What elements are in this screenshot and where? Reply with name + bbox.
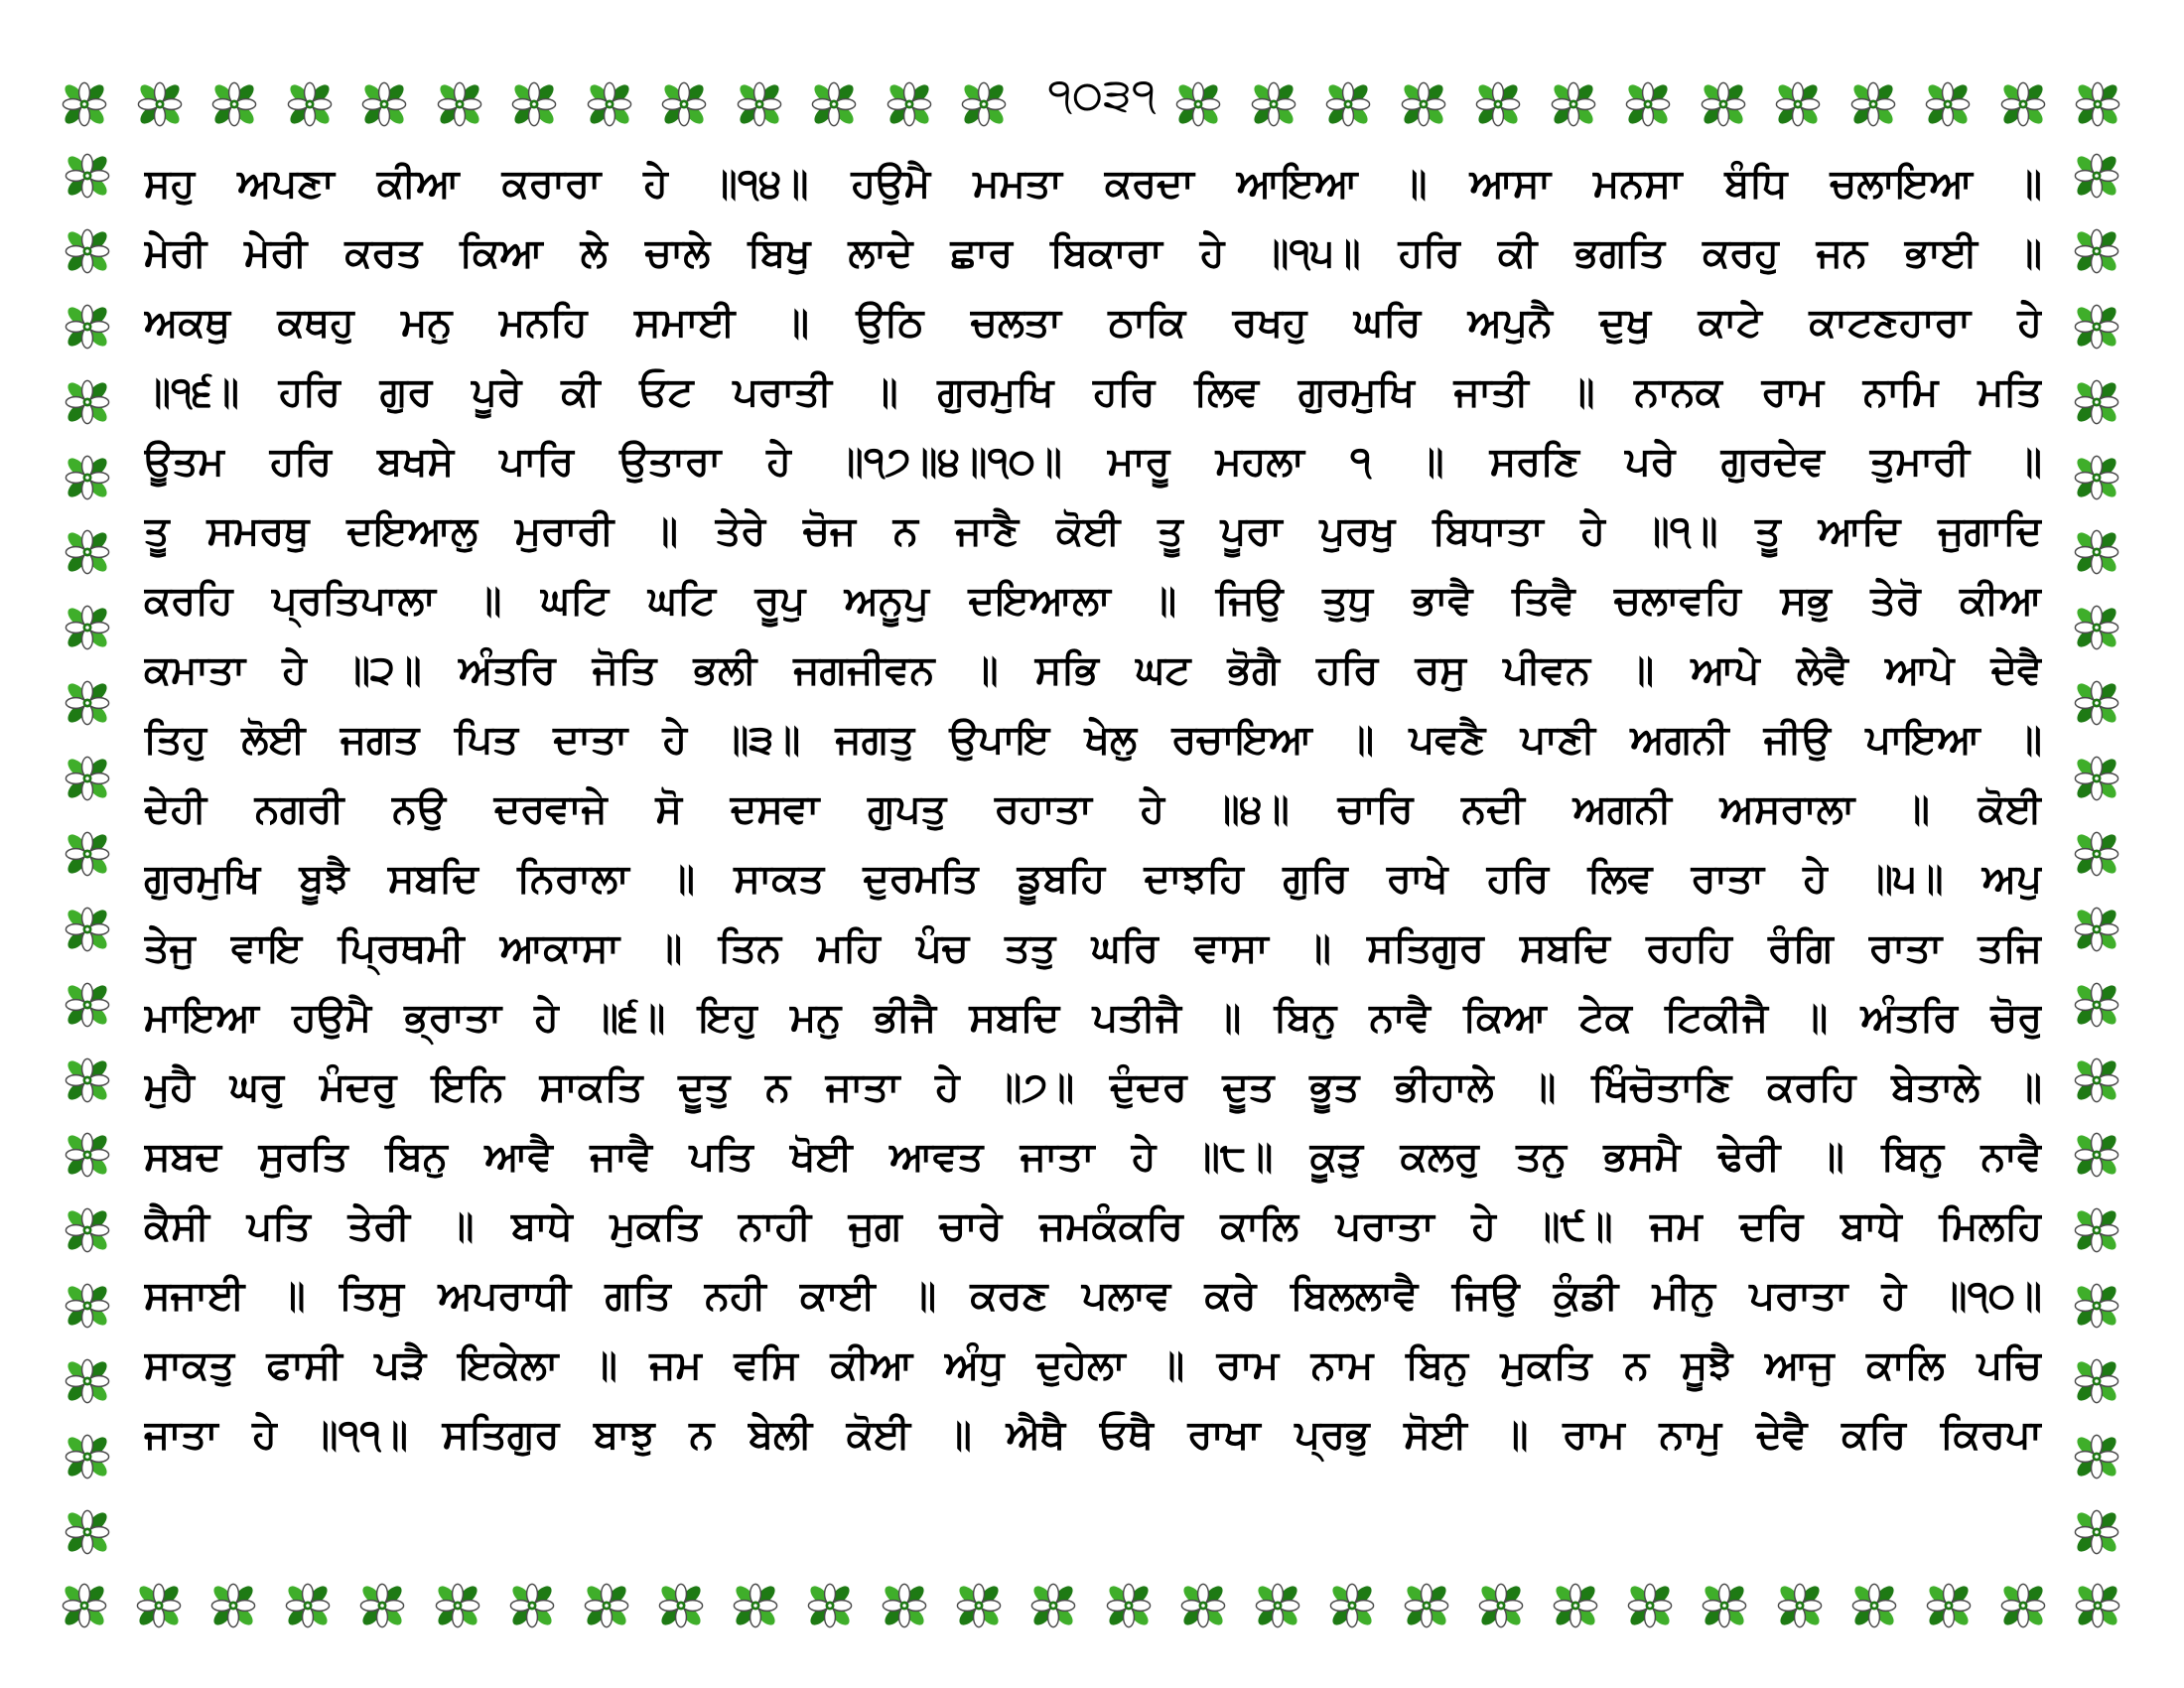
flower-icon bbox=[580, 1579, 633, 1632]
flower-icon bbox=[61, 827, 114, 881]
flower-icon bbox=[61, 978, 114, 1032]
flower-icon bbox=[1847, 1579, 1901, 1632]
border-bottom bbox=[58, 1574, 2124, 1637]
flower-icon bbox=[2070, 1279, 2123, 1333]
border-top-left bbox=[58, 50, 1011, 159]
flower-icon bbox=[61, 149, 114, 203]
flower-icon bbox=[61, 300, 114, 353]
flower-icon bbox=[1996, 77, 2050, 131]
flower-icon bbox=[733, 77, 786, 131]
text-line: ਸਬਦ ਸੁਰਤਿ ਬਿਨੁ ਆਵੈ ਜਾਵੈ ਪਤਿ ਖੋਈ ਆਵਤ ਜਾਤਾ ਹੇ ॥੮॥ ਕੂੜੁ ਕਲਰੁ ਤਨੁ ਭਸਮੈ ਢੇਰੀ ॥ ਬਿਨੁ ਨਾਵੈ bbox=[144, 1134, 2042, 1180]
flower-icon bbox=[2070, 375, 2123, 429]
text-line: ਸਾਕਤੁ ਫਾਸੀ ਪੜੈ ਇਕੇਲਾ ॥ ਜਮ ਵਸਿ ਕੀਆ ਅੰਧੁ ਦੁਹੇਲਾ ॥ ਰਾਮ ਨਾਮ ਬਿਨੁ ਮੁਕਤਿ ਨ ਸੂਝੈ ਆਜੁ ਕਾਲਿ ਪਚਿ bbox=[144, 1342, 2042, 1388]
page-number: ੧੦੩੧ bbox=[1047, 68, 1157, 121]
flower-icon bbox=[2070, 1505, 2123, 1559]
flower-icon bbox=[2070, 300, 2123, 353]
flower-icon bbox=[957, 77, 1011, 131]
flower-icon bbox=[207, 77, 261, 131]
flower-icon bbox=[283, 77, 337, 131]
flower-icon bbox=[2070, 149, 2123, 203]
flower-icon bbox=[1698, 1579, 1751, 1632]
flower-icon bbox=[58, 77, 111, 131]
flower-icon bbox=[2071, 1579, 2124, 1632]
flower-icon bbox=[803, 1579, 857, 1632]
flower-icon bbox=[61, 525, 114, 579]
text-line: ਕਮਾਤਾ ਹੇ ॥੨॥ ਅੰਤਰਿ ਜੋਤਿ ਭਲੀ ਜਗਜੀਵਨ ॥ ਸਭਿ ਘਟ ਭੋਗੈ ਹਰਿ ਰਸੁ ਪੀਵਨ ॥ ਆਪੇ ਲੇਵੈ ਆਪੇ ਦੇਵੈ bbox=[144, 647, 2042, 693]
flower-icon bbox=[1549, 1579, 1602, 1632]
flower-icon bbox=[505, 1579, 559, 1632]
border-top-right bbox=[1171, 50, 2124, 159]
text-line: ਅਕਥੁ ਕਥਹੁ ਮਨੁ ਮਨਹਿ ਸਮਾਈ ॥ ਉਠਿ ਚਲਤਾ ਠਾਕਿ ਰਖਹੁ ਘਰਿ ਅਪੁਨੈ ਦੁਖੁ ਕਾਟੇ ਕਾਟਣਹਾਰਾ ਹੇ bbox=[144, 300, 2042, 346]
text-line: ਤਿਹੁ ਲੋਈ ਜਗਤ ਪਿਤ ਦਾਤਾ ਹੇ ॥੩॥ ਜਗਤੁ ਉਪਾਇ ਖੇਲੁ ਰਚਾਇਆ ॥ ਪਵਣੈ ਪਾਣੀ ਅਗਨੀ ਜੀਉ ਪਾਇਆ ॥ bbox=[144, 717, 2042, 763]
text-line: ਤੂ ਸਮਰਥੁ ਦਇਆਲੁ ਮੁਰਾਰੀ ॥ ਤੇਰੇ ਚੋਜ ਨ ਜਾਣੈ ਕੋਈ ਤੂ ਪੂਰਾ ਪੁਰਖੁ ਬਿਧਾਤਾ ਹੇ ॥੧॥ ਤੂ ਆਦਿ ਜੁਗਾਦਿ bbox=[144, 508, 2042, 554]
text-line: ਸਹੁ ਅਪਣਾ ਕੀਆ ਕਰਾਰਾ ਹੇ ॥੧੪॥ ਹਉਮੈ ਮਮਤਾ ਕਰਦਾ ਆਇਆ ॥ ਆਸਾ ਮਨਸਾ ਬੰਧਿ ਚਲਾਇਆ ॥ bbox=[144, 161, 2042, 207]
flower-icon bbox=[1026, 1579, 1080, 1632]
flower-icon bbox=[1623, 1579, 1677, 1632]
text-line: ਕਰਹਿ ਪ੍ਰਤਿਪਾਲਾ ॥ ਘਟਿ ਘਟਿ ਰੂਪੁ ਅਨੂਪੁ ਦਇਆਲਾ ॥ ਜਿਉ ਤੁਧੁ ਭਾਵੈ ਤਿਵੈ ਚਲਾਵਹਿ ਸਭੁ ਤੇਰੋ ਕੀਆ bbox=[144, 578, 2042, 624]
flower-icon bbox=[878, 1579, 931, 1632]
flower-icon bbox=[61, 1203, 114, 1257]
flower-icon bbox=[2070, 903, 2123, 956]
flower-icon bbox=[2070, 601, 2123, 654]
text-line: ॥੧੬॥ ਹਰਿ ਗੁਰ ਪੂਰੇ ਕੀ ਓਟ ਪਰਾਤੀ ॥ ਗੁਰਮੁਖਿ ਹਰਿ ਲਿਵ ਗੁਰਮੁਖਿ ਜਾਤੀ ॥ ਨਾਨਕ ਰਾਮ ਨਾਮਿ ਮਤਿ bbox=[144, 369, 2042, 415]
flower-icon bbox=[1846, 77, 1900, 131]
flower-icon bbox=[1474, 1579, 1528, 1632]
flower-icon bbox=[2071, 77, 2124, 131]
flower-icon bbox=[2070, 676, 2123, 730]
text-line: ਸਜਾਈ ॥ ਤਿਸੁ ਅਪਰਾਧੀ ਗਤਿ ਨਹੀ ਕਾਈ ॥ ਕਰਣ ਪਲਾਵ ਕਰੇ ਬਿਲਲਾਵੈ ਜਿਉ ਕੁੰਡੀ ਮੀਨੁ ਪਰਾਤਾ ਹੇ ॥੧੦॥ bbox=[144, 1273, 2042, 1319]
flower-icon bbox=[1176, 1579, 1230, 1632]
text-line: ਮਾਇਆ ਹਉਮੈ ਭ੍ਰਾਤਾ ਹੇ ॥੬॥ ਇਹੁ ਮਨੁ ਭੀਜੈ ਸਬਦਿ ਪਤੀਜੈ ॥ ਬਿਨੁ ਨਾਵੈ ਕਿਆ ਟੇਕ ਟਿਕੀਜੈ ॥ ਅੰਤਰਿ ਚੋਰੁ bbox=[144, 995, 2042, 1041]
flower-icon bbox=[1547, 77, 1600, 131]
flower-icon bbox=[654, 1579, 708, 1632]
border-right bbox=[2065, 149, 2128, 1559]
text-line: ਮੇਰੀ ਮੇਰੀ ਕਰਤ ਕਿਆ ਲੇ ਚਾਲੇ ਬਿਖੁ ਲਾਦੇ ਛਾਰ ਬਿਕਾਰਾ ਹੇ ॥੧੫॥ ਹਰਿ ਕੀ ਭਗਤਿ ਕਰਹੁ ਜਨ ਭਾਈ ॥ bbox=[144, 230, 2042, 276]
flower-icon bbox=[61, 375, 114, 429]
flower-icon bbox=[1996, 1579, 2050, 1632]
flower-icon bbox=[1325, 1579, 1379, 1632]
flower-icon bbox=[2070, 1203, 2123, 1257]
flower-icon bbox=[1771, 77, 1825, 131]
text-line: ਤੇਜੁ ਵਾਇ ਪ੍ਰਿਥਮੀ ਆਕਾਸਾ ॥ ਤਿਨ ਮਹਿ ਪੰਚ ਤਤੁ ਘਰਿ ਵਾਸਾ ॥ ਸਤਿਗੁਰ ਸਬਦਿ ਰਹਹਿ ਰੰਗਿ ਰਾਤਾ ਤਜਿ bbox=[144, 925, 2042, 971]
flower-icon bbox=[61, 1128, 114, 1182]
flower-icon bbox=[2070, 1354, 2123, 1408]
flower-icon bbox=[2070, 1054, 2123, 1107]
flower-icon bbox=[61, 451, 114, 504]
flower-icon bbox=[281, 1579, 335, 1632]
flower-icon bbox=[132, 1579, 186, 1632]
flower-icon bbox=[357, 77, 411, 131]
flower-icon bbox=[807, 77, 861, 131]
flower-icon bbox=[583, 77, 636, 131]
flower-icon bbox=[952, 1579, 1006, 1632]
flower-icon bbox=[657, 77, 711, 131]
flower-icon bbox=[355, 1579, 409, 1632]
flower-icon bbox=[61, 1430, 114, 1483]
flower-icon bbox=[61, 752, 114, 805]
flower-icon bbox=[61, 676, 114, 730]
flower-icon bbox=[1247, 77, 1300, 131]
flower-icon bbox=[1697, 77, 1750, 131]
flower-icon bbox=[729, 1579, 782, 1632]
text-line: ਕੈਸੀ ਪਤਿ ਤੇਰੀ ॥ ਬਾਧੇ ਮੁਕਤਿ ਨਾਹੀ ਜੁਗ ਚਾਰੇ ਜਮਕੰਕਰਿ ਕਾਲਿ ਪਰਾਤਾ ਹੇ ॥੯॥ ਜਮ ਦਰਿ ਬਾਧੇ ਮਿਲਹਿ bbox=[144, 1203, 2042, 1249]
flower-icon bbox=[2070, 224, 2123, 278]
flower-icon bbox=[431, 1579, 484, 1632]
flower-icon bbox=[883, 77, 936, 131]
scripture-text bbox=[144, 149, 2042, 1539]
flower-icon bbox=[2070, 525, 2123, 579]
flower-icon bbox=[1251, 1579, 1304, 1632]
flower-icon bbox=[2070, 978, 2123, 1032]
flower-icon bbox=[2070, 1430, 2123, 1483]
flower-icon bbox=[1471, 77, 1525, 131]
flower-icon bbox=[206, 1579, 260, 1632]
flower-icon bbox=[61, 1054, 114, 1107]
flower-icon bbox=[1102, 1579, 1156, 1632]
flower-icon bbox=[1621, 77, 1675, 131]
text-line: ਮੁਹੈ ਘਰੁ ਮੰਦਰੁ ਇਨਿ ਸਾਕਤਿ ਦੂਤੁ ਨ ਜਾਤਾ ਹੇ ॥੭॥ ਦੁੰਦਰ ਦੂਤ ਭੂਤ ਭੀਹਾਲੇ ॥ ਖਿੰਚੋਤਾਣਿ ਕਰਹਿ ਬੇਤਾਲੇ ॥ bbox=[144, 1064, 2042, 1110]
flower-icon bbox=[2070, 752, 2123, 805]
flower-icon bbox=[61, 903, 114, 956]
flower-icon bbox=[433, 77, 486, 131]
text-line: ਜਾਤਾ ਹੇ ॥੧੧॥ ਸਤਿਗੁਰ ਬਾਝੁ ਨ ਬੇਲੀ ਕੋਈ ॥ ਐਥੈ ਓਥੈ ਰਾਖਾ ਪ੍ਰਭੁ ਸੋਈ ॥ ਰਾਮ ਨਾਮੁ ਦੇਵੈ ਕਰਿ ਕਿਰਪਾ bbox=[144, 1412, 2042, 1458]
flower-icon bbox=[61, 224, 114, 278]
border-left bbox=[56, 149, 119, 1559]
flower-icon bbox=[1773, 1579, 1827, 1632]
flower-icon bbox=[61, 1354, 114, 1408]
flower-icon bbox=[1921, 77, 1975, 131]
text-line: ਊਤਮ ਹਰਿ ਬਖਸੇ ਪਾਰਿ ਉਤਾਰਾ ਹੇ ॥੧੭॥੪॥੧੦॥ ਮਾਰੂ ਮਹਲਾ ੧ ॥ ਸਰਣਿ ਪਰੇ ਗੁਰਦੇਵ ਤੁਮਾਰੀ ॥ bbox=[144, 439, 2042, 485]
flower-icon bbox=[507, 77, 561, 131]
flower-icon bbox=[58, 1579, 111, 1632]
flower-icon bbox=[133, 77, 187, 131]
flower-icon bbox=[61, 1279, 114, 1333]
flower-icon bbox=[2070, 451, 2123, 504]
flower-icon bbox=[2070, 827, 2123, 881]
flower-icon bbox=[1400, 1579, 1453, 1632]
flower-icon bbox=[1321, 77, 1375, 131]
flower-icon bbox=[61, 1505, 114, 1559]
flower-icon bbox=[1922, 1579, 1976, 1632]
flower-icon bbox=[61, 601, 114, 654]
flower-icon bbox=[2070, 1128, 2123, 1182]
text-line: ਗੁਰਮੁਖਿ ਬੂਝੈ ਸਬਦਿ ਨਿਰਾਲਾ ॥ ਸਾਕਤ ਦੁਰਮਤਿ ਡੂਬਹਿ ਦਾਝਹਿ ਗੁਰਿ ਰਾਖੇ ਹਰਿ ਲਿਵ ਰਾਤਾ ਹੇ ॥੫॥ ਅਪੁ bbox=[144, 856, 2042, 902]
flower-icon bbox=[1397, 77, 1450, 131]
text-line: ਦੇਹੀ ਨਗਰੀ ਨਉ ਦਰਵਾਜੇ ਸੋ ਦਸਵਾ ਗੁਪਤੁ ਰਹਾਤਾ ਹੇ ॥੪॥ ਚਾਰਿ ਨਦੀ ਅਗਨੀ ਅਸਰਾਲਾ ॥ ਕੋਈ bbox=[144, 786, 2042, 832]
